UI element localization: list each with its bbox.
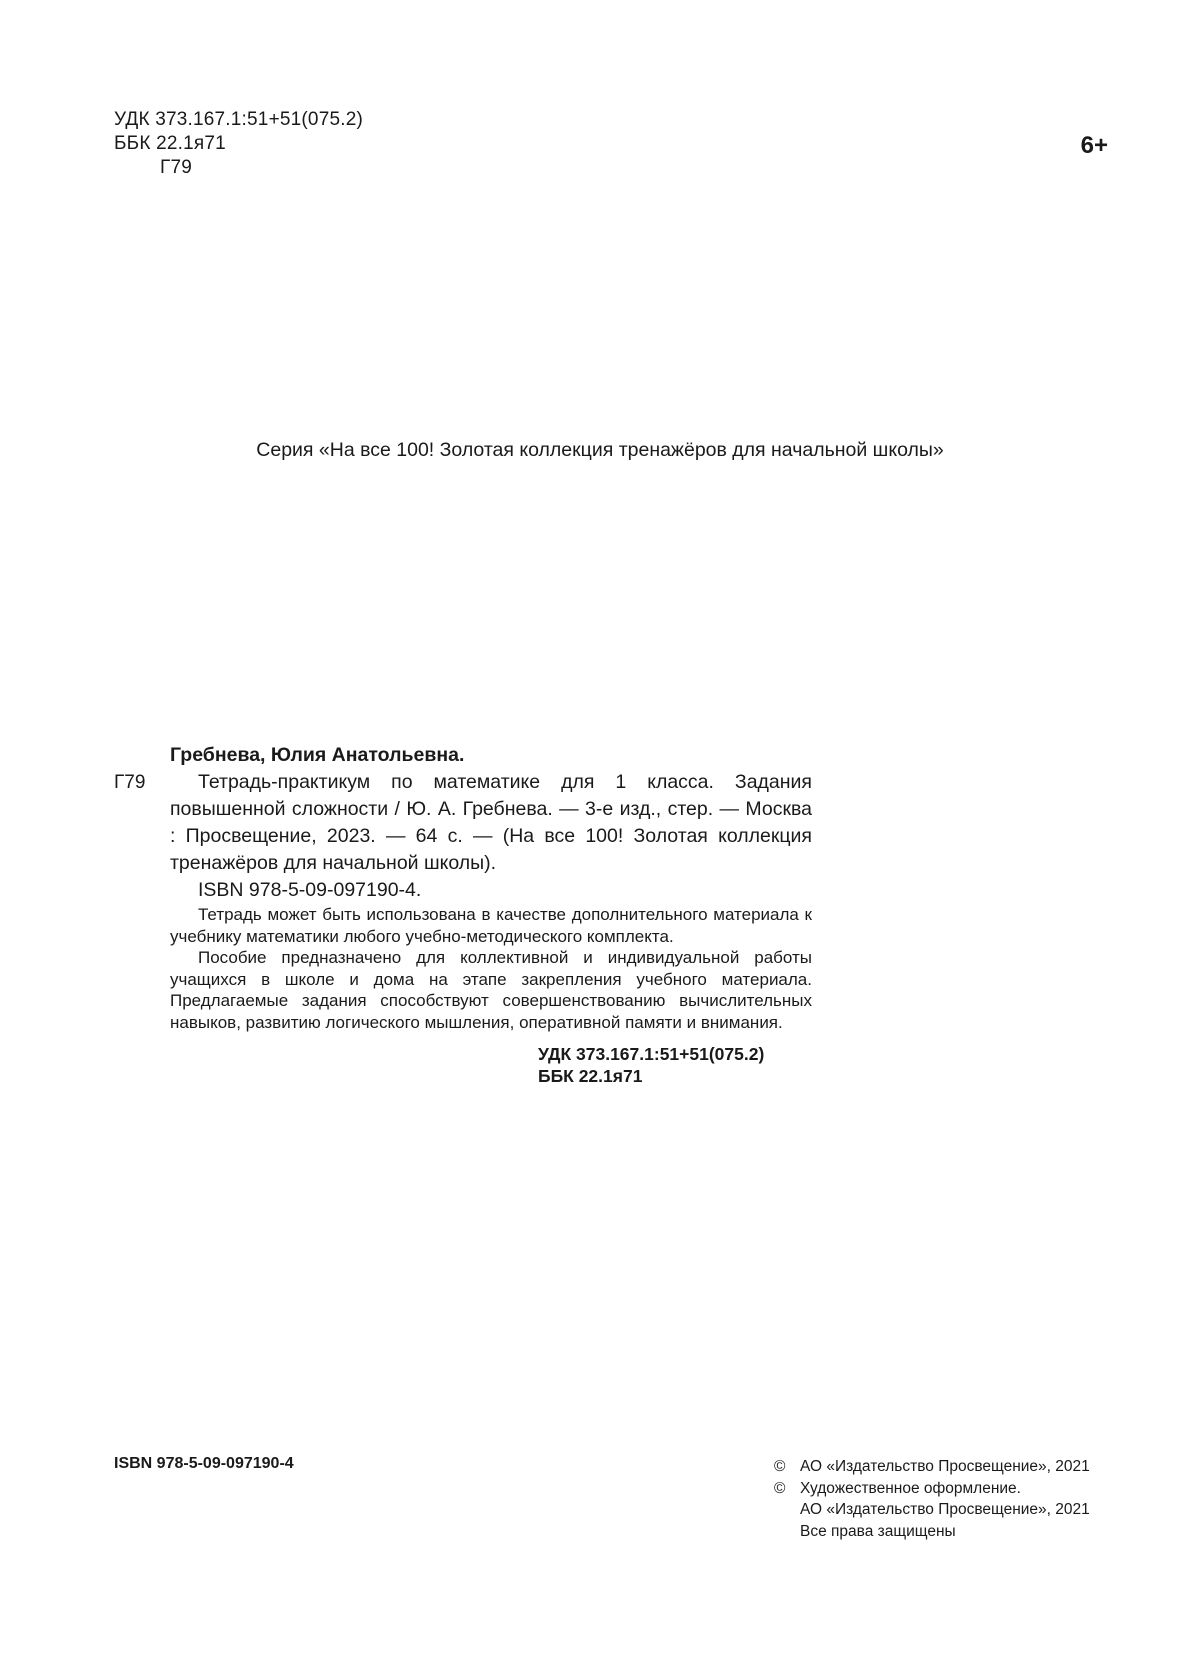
annotation-paragraph-2: Пособие предназначено для коллективной и индивидуальной работы учащихся в школе и дома на этапе закрепления учебного материала. Предлагаемые задания способствуют совершенствованию вычислительных навыков, развитию логического мышления, оперативной памяти и внимания. [170, 948, 812, 1032]
copyright-line [774, 1478, 1090, 1500]
copyright-line [774, 1456, 1090, 1478]
annotation-paragraph-1: Тетрадь может быть использована в качестве дополнительного материала к учебнику математики любого учебно-методического комплекта. [170, 905, 812, 946]
biblio-isbn: ISBN 978-5-09-097190-4. [198, 879, 422, 901]
biblio-description: Тетрадь-практикум по математике для 1 класса. Задания повышенной сложности / Ю. А. Гребнева. — 3-е изд., стер. — Москва : Просвещение, 2023. — 64 с. — (На все 100! Золотая коллекция тренажёров для начальной школы). [170, 771, 812, 874]
bibliographic-record [114, 742, 812, 1087]
footer-isbn: ISBN 978-5-09-097190-4 [114, 1455, 294, 1472]
biblio-codes [170, 1043, 812, 1087]
udk-code: УДК 373.167.1:51+51(075.2) [114, 109, 363, 130]
biblio-bbk: ББК 22.1я71 [538, 1066, 643, 1086]
biblio-udk: УДК 373.167.1:51+51(075.2) [538, 1044, 765, 1064]
rights-reserved: Все права защищены [800, 1522, 956, 1540]
classification-codes [114, 108, 363, 180]
author-mark: Г79 [160, 157, 193, 178]
copyright-text-3: АО «Издательство Просвещение», 2021 [800, 1501, 1090, 1518]
bbk-code: ББК 22.1я71 [114, 133, 226, 154]
copyright-icon: © [774, 1458, 786, 1475]
copyright-text-2: Художественное оформление. [800, 1479, 1021, 1497]
copyright-icon: © [774, 1479, 786, 1497]
biblio-author-mark: Г79 [114, 772, 146, 793]
copyright-text-1: АО «Издательство Просвещение», 2021 [800, 1458, 1090, 1475]
author-name: Гребнева, Юлия Анатольевна. [170, 744, 465, 766]
series-title: Серия «На все 100! Золотая коллекция тренажёров для начальной школы» [256, 439, 944, 461]
copyright-block [774, 1456, 1090, 1542]
age-rating: 6+ [1080, 132, 1108, 159]
